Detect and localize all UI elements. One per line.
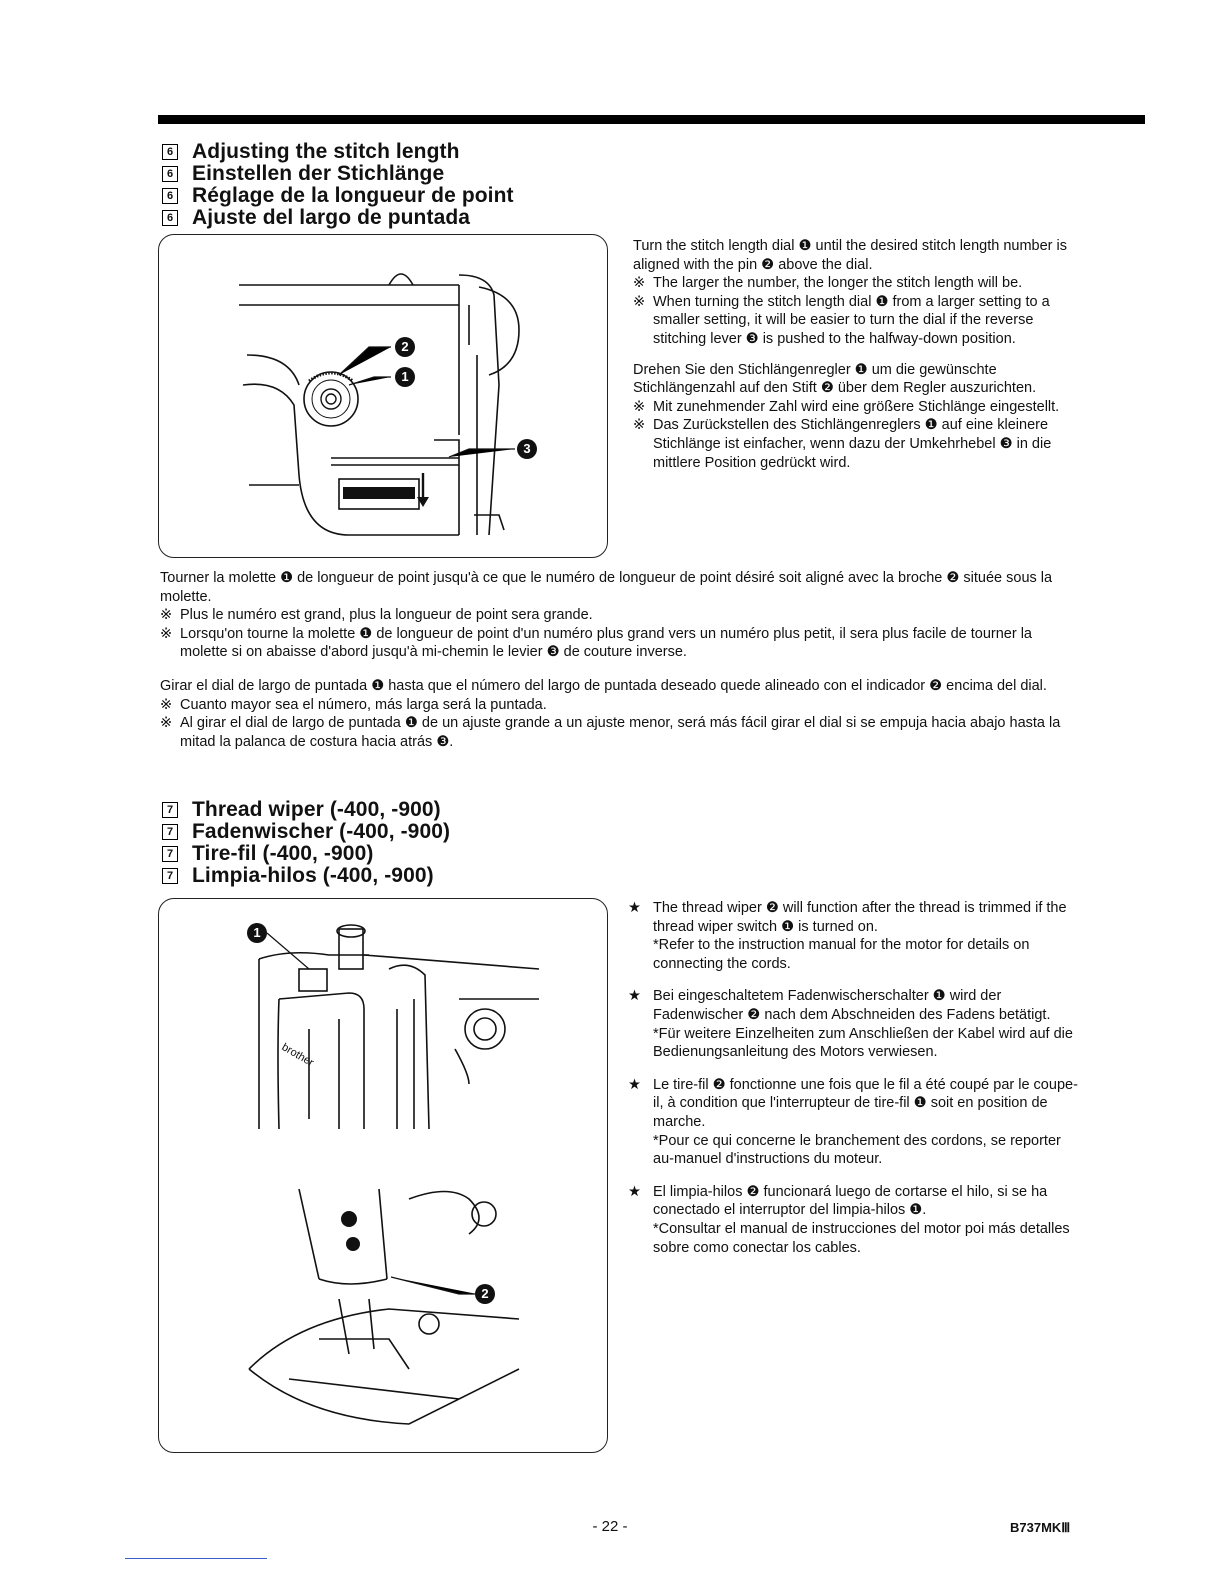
section7-headings xyxy=(160,799,450,887)
note-text: Das Zurückstellen des Stichlängenreglers ❶ auf eine kleinere Stichlänge ist einfacher, wenn dazu der Umkehrhebel ❸ in die mittlere Position gedrückt wird. xyxy=(653,417,1052,471)
top-rule xyxy=(158,115,1145,124)
star-icon: ★ xyxy=(628,1076,641,1093)
heading-text: Einstellen der Stichlänge xyxy=(192,162,445,185)
heading-text: Ajuste del largo de puntada xyxy=(192,206,471,229)
note-text: Plus le numéro est grand, plus la longueur de point sera grande. xyxy=(180,607,593,624)
section-number-badge: 7 xyxy=(162,802,178,818)
page-number: - 22 - xyxy=(592,1518,628,1535)
heading-text: Tire-fil (-400, -900) xyxy=(192,842,374,865)
es-note-1 xyxy=(160,696,1082,715)
section7-right-column xyxy=(625,899,1081,1271)
heading-text: Adjusting the stitch length xyxy=(192,140,460,163)
section6-headings xyxy=(160,141,514,229)
es-description: El limpia-hilos ❷ funcionará luego de cortarse el hilo, si se ha conectado el interruptor del limpia-hilos ❶. xyxy=(653,1183,1048,1219)
section6-heading-de xyxy=(160,163,514,185)
de-note-2 xyxy=(633,416,1081,472)
heading-text: Limpia-hilos (-400, -900) xyxy=(192,864,434,887)
section7-heading-de xyxy=(160,821,450,843)
section-number-badge: 7 xyxy=(162,868,178,884)
note-text: Mit zunehmender Zahl wird eine größere Stichlänge eingestellt. xyxy=(653,398,1060,415)
note-text: When turning the stitch length dial ❶ from a larger setting to a smaller setting, it will be easier to turn the dial if the reverse stitching lever ❸ is pushed to the halfway-down position. xyxy=(653,293,1050,347)
section7-heading-es xyxy=(160,865,450,887)
heading-text: Réglage de la longueur de point xyxy=(192,184,514,207)
section6-heading-es xyxy=(160,207,514,229)
star-icon: ★ xyxy=(628,988,641,1005)
en-note-2 xyxy=(633,293,1081,349)
reverse-lever-slot xyxy=(343,487,415,499)
stitch-length-dial xyxy=(304,372,358,426)
de-instruction: Drehen Sie den Stichlängenregler ❶ um die gewünschte Stichlängenzahl auf den Stift ❷ über dem Regler auszurichten. xyxy=(633,361,1037,397)
de-description: Bei eingeschaltetem Fadenwischerschalter ❶ wird der Fadenwischer ❷ nach dem Abschneiden des Fadens betätigt. xyxy=(653,988,1051,1023)
thread-wiper-figure xyxy=(158,898,608,1453)
section-number-badge: 6 xyxy=(162,144,178,160)
section-number-badge: 6 xyxy=(162,188,178,204)
es-reference: *Consultar el manual de instrucciones del motor poi más detalles sobre como conectar los cables. xyxy=(653,1220,1070,1256)
fr-note-2 xyxy=(160,625,1082,662)
fr-reference: *Pour ce qui concerne le branchement des cordons, se reporter au-manuel d'instructions du moteur. xyxy=(653,1132,1061,1168)
section6-fr-text xyxy=(160,569,1082,662)
section-number-badge: 6 xyxy=(162,166,178,182)
section7-heading-fr xyxy=(160,843,450,865)
heading-text: Thread wiper (-400, -900) xyxy=(192,798,441,821)
fr-description: Le tire-fil ❷ fonctionne une fois que le fil a été coupé par le coupe-il, à condition que l'interrupteur de tire-fil ❶ soit en position de marche. xyxy=(653,1076,1078,1130)
note-text: The larger the number, the longer the stitch length will be. xyxy=(653,275,1023,292)
es-item xyxy=(625,1183,1081,1257)
en-description: The thread wiper ❷ will function after the thread is trimmed if the thread wiper switch ❶ is turned on. xyxy=(653,900,1067,935)
es-instruction: Girar el dial de largo de puntada ❶ hasta que el número del largo de puntada deseado quede alineado con el indicador ❷ encima del dial. xyxy=(160,678,1047,694)
note-mark: ※ xyxy=(633,275,646,292)
stitch-length-dial-illustration xyxy=(159,235,607,557)
fr-item xyxy=(625,1076,1081,1169)
section6-heading-en xyxy=(160,141,514,163)
es-note-2 xyxy=(160,714,1082,751)
note-mark: ※ xyxy=(160,625,173,642)
section-number-badge: 6 xyxy=(162,210,178,226)
fr-instruction: Tourner la molette ❶ de longueur de point jusqu'à ce que le numéro de longueur de point désiré soit aligné avec la broche ❷ située sous la molette. xyxy=(160,570,1053,605)
star-icon: ★ xyxy=(628,900,641,916)
de-reference: *Für weitere Einzelheiten zum Anschließen der Kabel wird auf die Bedienungsanleitung des Motors verwiesen. xyxy=(653,1025,1073,1061)
callout-1: 1 xyxy=(253,925,261,940)
heading-text: Fadenwischer (-400, -900) xyxy=(192,820,451,843)
note-text: Lorsqu'on tourne la molette ❶ de longueur de point d'un numéro plus grand vers un numéro plus petit, il sera plus facile de tourner la molette si on abaisse d'abord jusqu'à mi-chemin le levier ❸ de couture inverse. xyxy=(180,625,1032,661)
section-number-badge: 7 xyxy=(162,846,178,862)
fr-note-1 xyxy=(160,606,1082,625)
de-note-1 xyxy=(633,398,1081,417)
note-mark: ※ xyxy=(160,607,173,624)
bottom-underline xyxy=(125,1558,267,1559)
figure2-callouts xyxy=(247,923,495,1304)
callout-2: 2 xyxy=(401,339,409,354)
brand-logo: brother xyxy=(279,1041,316,1070)
section7-heading-en xyxy=(160,799,450,821)
note-mark: ※ xyxy=(633,417,646,434)
de-item xyxy=(625,987,1081,1061)
note-text: Cuanto mayor sea el número, más larga será la puntada. xyxy=(180,696,547,713)
model-number: B737MKⅢ xyxy=(1010,1520,1071,1535)
section-number-badge: 7 xyxy=(162,824,178,840)
en-note-1 xyxy=(633,274,1081,293)
en-item xyxy=(625,899,1081,973)
callout-1: 1 xyxy=(401,369,409,384)
section6-heading-fr xyxy=(160,185,514,207)
section6-right-column xyxy=(633,237,1081,472)
figure1-callouts xyxy=(395,337,537,459)
en-reference: *Refer to the instruction manual for the motor for details on connecting the cords. xyxy=(653,937,1030,972)
note-mark: ※ xyxy=(160,715,173,732)
note-mark: ※ xyxy=(633,398,646,415)
note-mark: ※ xyxy=(633,293,646,310)
callout-2: 2 xyxy=(481,1286,489,1301)
section6-es-text xyxy=(160,677,1082,751)
en-instruction: Turn the stitch length dial ❶ until the desired stitch length number is aligned with the pin ❷ above the dial. xyxy=(633,238,1067,273)
thread-wiper-illustration xyxy=(159,899,607,1452)
note-mark: ※ xyxy=(160,696,173,713)
note-text: Al girar el dial de largo de puntada ❶ de un ajuste grande a un ajuste menor, será más fácil girar el dial si se empuja hacia abajo hasta la mitad la palanca de costura hacia atrás ❸. xyxy=(180,715,1061,750)
star-icon: ★ xyxy=(628,1183,641,1200)
stitch-length-figure xyxy=(158,234,608,558)
callout-3: 3 xyxy=(523,441,531,456)
